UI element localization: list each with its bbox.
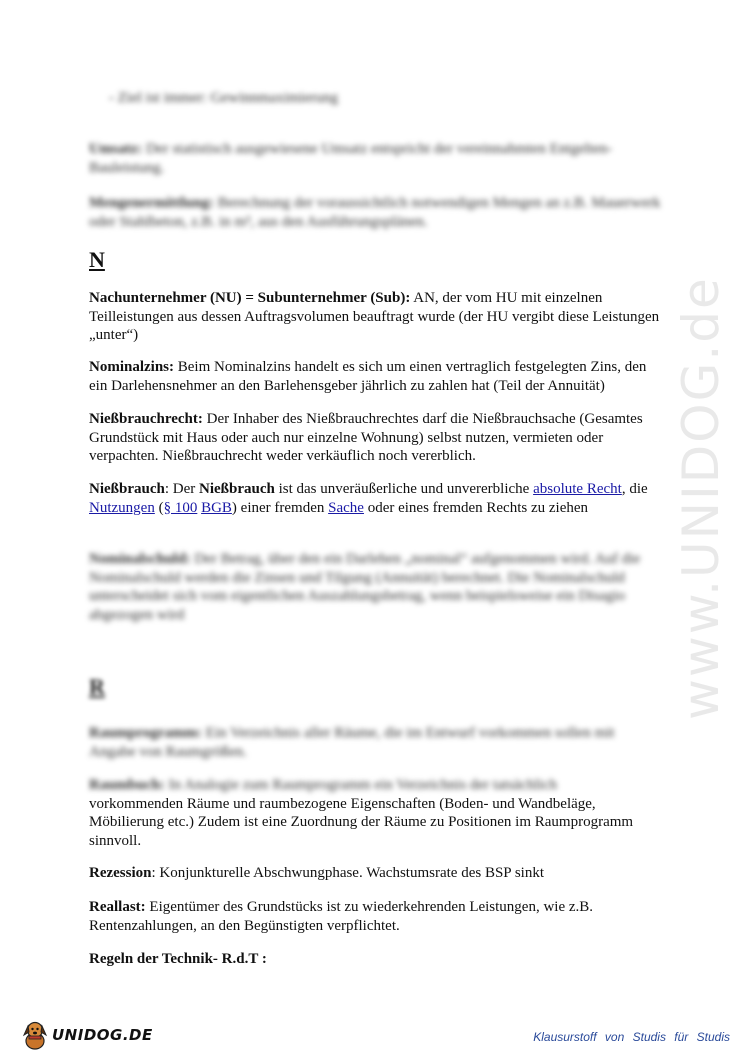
text-reallast: Eigentümer des Grundstücks ist zu wiederkehrenden Leistungen, wie z.B. Rentenzahlungen, an den Begünstigten verpflichtet. xyxy=(89,899,594,934)
link-absolute-recht[interactable]: absolute Recht xyxy=(533,481,622,497)
term-niessbrauch-2: Nießbrauch xyxy=(199,481,275,497)
text-niessbrauch-7: oder eines fremden Rechts zu ziehen xyxy=(363,499,589,516)
entry-nachunternehmer xyxy=(89,289,664,345)
entry-regeln-der-technik xyxy=(89,950,664,969)
term-nominalschuld: Nominalschuld: xyxy=(89,551,191,567)
text-nachunternehmer: AN, der vom HU mit einzelnen Teilleistungen aus dessen Auftragsvolumen beauftragt wurde (der HU vergibt diese Leistungen „unter“) xyxy=(89,290,660,343)
text-raumbuch-blurred: In Analogie zum Raumprogramm ein Verzeichnis der tatsächlich xyxy=(164,777,557,793)
text-niessbrauch-1: : Der xyxy=(164,481,199,497)
entry-rezession xyxy=(89,864,664,883)
term-niessbrauch: Nießbrauch xyxy=(89,481,165,497)
term-raumbuch: Raumbuch: xyxy=(89,777,165,793)
text-niessbrauchrecht: Der Inhaber des Nießbrauchrechtes darf die Nießbrauchsache (Gesamtes Grundstück mit Haus oder auch nur einzelne Wohnung) selbst nutzen, vermieten oder verpachten. Nießbrauchrecht weder verkäuflich noch vererblich. xyxy=(89,411,643,464)
entry-niessbrauch xyxy=(89,480,664,517)
text-mengenermittlung: Berechnung der voraussichtlich notwendigen Mengen an z.B. Mauerwerk oder Stahlbeton, z.B. in m³, aus den Ausführungsplänen. xyxy=(89,195,661,230)
entry-reallast xyxy=(89,898,664,935)
entry-nominalzins xyxy=(89,358,664,395)
entry-umsatz xyxy=(89,140,664,177)
link-nutzungen[interactable]: Nutzungen xyxy=(89,499,155,516)
unidog-logo xyxy=(20,1018,153,1052)
term-nachunternehmer: Nachunternehmer (NU) = Subunternehmer (Sub): xyxy=(89,290,411,306)
dog-mascot-icon xyxy=(20,1019,50,1051)
text-nominalzins: Beim Nominalzins handelt es sich um einen vertraglich festgelegten Zins, den ein Darlehensnehmer an den Barlehensgeber jährlich zu zahlen hat (Teil der Annuität) xyxy=(89,359,647,394)
entry-raumbuch xyxy=(89,776,664,850)
entry-nominalschuld xyxy=(89,550,664,624)
entry-raumprogramm xyxy=(89,724,664,761)
link-bgb[interactable]: BGB xyxy=(201,499,232,516)
term-raumprogramm: Raumprogramm: xyxy=(89,725,203,741)
text-raumbuch: vorkommenden Räume und raumbezogene Eigenschaften (Boden- und Wandbeläge, Möbilierung etc.) Zudem ist eine Zuordnung der Räume zu Positionen im Raumprogramm sinnvoll. xyxy=(89,795,634,849)
term-regeln-der-technik: Regeln der Technik- R.d.T : xyxy=(89,951,267,967)
term-nominalzins: Nominalzins: xyxy=(89,359,175,375)
text-rezession: : Konjunkturelle Abschwungphase. Wachstumsrate des BSP sinkt xyxy=(151,865,545,881)
text-niessbrauch-2: ist das unveräußerliche und unvererbliche xyxy=(274,481,534,497)
section-heading-n: N xyxy=(89,247,105,272)
term-niessbrauchrecht: Nießbrauchrecht: xyxy=(89,411,203,427)
bullet-gewinnmaximierung: - Ziel ist immer: Gewinnmaximierung xyxy=(109,90,339,106)
raumbuch-first-line xyxy=(89,776,664,795)
text-niessbrauch-4: ( xyxy=(154,499,164,516)
footer-tagline: Klausurstoff von Studis für Studis xyxy=(533,1030,730,1044)
entry-mengenermittlung xyxy=(89,194,664,231)
section-heading-r: R xyxy=(89,674,105,699)
entry-niessbrauchrecht xyxy=(89,410,664,466)
text-niessbrauch-6: ) einer fremden xyxy=(231,499,329,516)
text-raumprogramm: Ein Verzeichnis aller Räume, die im Entwurf vorkommen sollen mit Angabe von Raumgrößen. xyxy=(89,725,615,760)
text-nominalschuld: Der Betrag, über den ein Darlehen „nominal“ aufgenommen wird. Auf die Nominalschuld werden die Zinsen und Tilgung (Annuität) berechnet. Die Nominalschuld unterscheidet sich vom eigentlichen Auszahlungsbetrag, wenn beispielsweise ein Disagio abgezogen wird xyxy=(89,551,641,623)
logo-text: UNIDOG.DE xyxy=(52,1026,153,1044)
term-reallast: Reallast: xyxy=(89,899,146,915)
link-sache[interactable]: Sache xyxy=(328,499,364,516)
link-paragraph-100[interactable]: § 100 xyxy=(163,499,198,516)
term-mengenermittlung: Mengenermittlung: xyxy=(89,195,214,211)
term-umsatz: Umsatz: xyxy=(89,141,143,157)
text-niessbrauch-3: , die xyxy=(621,481,648,497)
term-rezession: Rezession xyxy=(89,865,152,881)
text-umsatz: Der statistisch ausgewiesene Umsatz entspricht der vereinnahmten Entgelten-Bauleistung. xyxy=(89,141,613,176)
watermark: www.UNIDOG.de xyxy=(672,276,730,720)
